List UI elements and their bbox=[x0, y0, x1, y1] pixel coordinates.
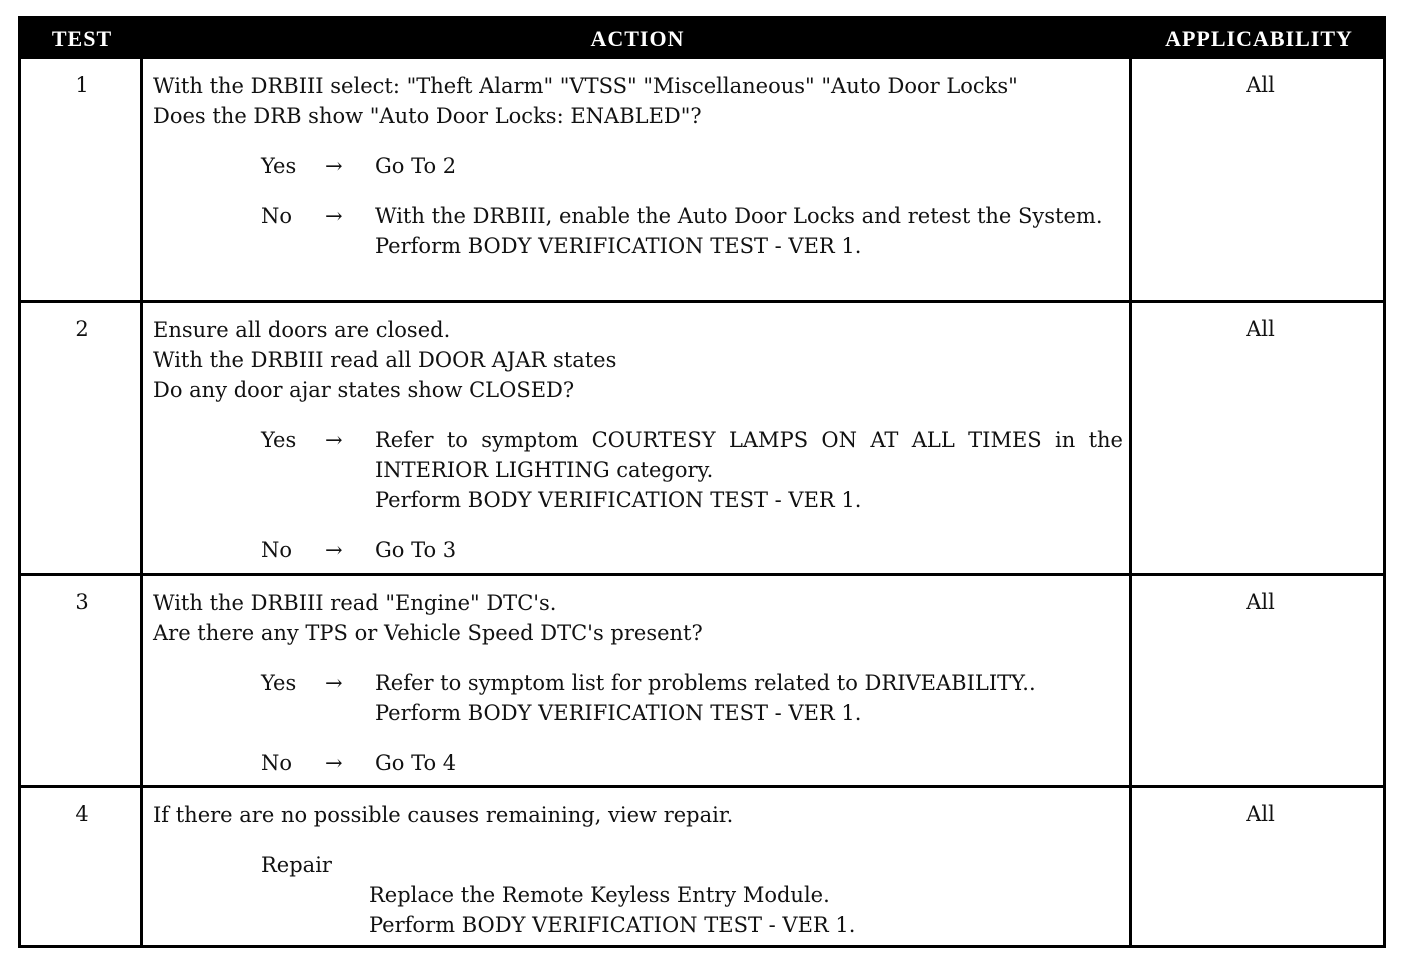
action-cell bbox=[153, 71, 1123, 261]
yes-text: Perform BODY VERIFICATION TEST - VER 1. bbox=[375, 488, 862, 512]
yes-answer bbox=[153, 668, 1123, 728]
arrow-icon: → bbox=[325, 671, 343, 695]
applicability-value: All bbox=[1246, 317, 1275, 341]
action-cell bbox=[153, 800, 1123, 940]
yes-text: Refer to symptom COURTESY LAMPS ON AT ALL TIMES in the INTERIOR LIGHTING category. bbox=[375, 428, 1123, 482]
no-label: No bbox=[261, 204, 293, 228]
table-row bbox=[21, 59, 1383, 303]
action-cell bbox=[153, 588, 1123, 778]
yes-answer bbox=[153, 151, 1123, 181]
question-line: Does the DRB show "Auto Door Locks: ENABLED"? bbox=[153, 104, 702, 128]
yes-text: Perform BODY VERIFICATION TEST - VER 1. bbox=[375, 701, 862, 725]
applicability-value: All bbox=[1246, 590, 1275, 614]
test-number: 2 bbox=[75, 317, 89, 341]
header-test: TEST bbox=[51, 26, 113, 51]
no-label: No bbox=[261, 751, 293, 775]
yes-text: Go To 2 bbox=[375, 154, 457, 178]
no-label: No bbox=[261, 538, 293, 562]
yes-answer bbox=[153, 425, 1123, 515]
test-number: 1 bbox=[75, 73, 89, 97]
arrow-icon: → bbox=[325, 428, 343, 452]
repair-text: Perform BODY VERIFICATION TEST - VER 1. bbox=[369, 913, 856, 937]
applicability-value: All bbox=[1246, 802, 1275, 826]
yes-label: Yes bbox=[261, 428, 297, 452]
no-answer bbox=[153, 748, 1123, 778]
table-row bbox=[21, 785, 1383, 948]
no-text: Go To 4 bbox=[375, 751, 457, 775]
question-line: If there are no possible causes remaining, view repair. bbox=[153, 803, 734, 827]
arrow-icon: → bbox=[325, 751, 343, 775]
question-line: With the DRBIII read "Engine" DTC's. bbox=[153, 591, 557, 615]
arrow-icon: → bbox=[325, 154, 343, 178]
arrow-icon: → bbox=[325, 538, 343, 562]
arrow-icon: → bbox=[325, 204, 343, 228]
no-text: Perform BODY VERIFICATION TEST - VER 1. bbox=[375, 234, 862, 258]
diagnostic-test-table bbox=[18, 16, 1386, 948]
applicability-value: All bbox=[1246, 73, 1275, 97]
test-number: 4 bbox=[75, 802, 89, 826]
question-line: Do any door ajar states show CLOSED? bbox=[153, 378, 575, 402]
repair-label: Repair bbox=[261, 853, 332, 877]
yes-label: Yes bbox=[261, 671, 297, 695]
repair-text: Replace the Remote Keyless Entry Module. bbox=[369, 883, 830, 907]
no-answer bbox=[153, 535, 1123, 565]
no-text: With the DRBIII, enable the Auto Door Locks and retest the System. bbox=[375, 204, 1103, 228]
header-applicability: APPLICABILITY bbox=[1165, 26, 1353, 51]
table-row bbox=[21, 300, 1383, 573]
table-row bbox=[21, 573, 1383, 785]
question-line: Ensure all doors are closed. bbox=[153, 318, 451, 342]
yes-text: Refer to symptom list for problems related to DRIVEABILITY.. bbox=[375, 671, 1036, 695]
yes-label: Yes bbox=[261, 154, 297, 178]
question-line: With the DRBIII read all DOOR AJAR states bbox=[153, 348, 617, 372]
no-answer bbox=[153, 201, 1123, 261]
question-line: Are there any TPS or Vehicle Speed DTC's present? bbox=[153, 621, 703, 645]
action-cell bbox=[153, 315, 1123, 565]
test-number: 3 bbox=[75, 590, 89, 614]
no-text: Go To 3 bbox=[375, 538, 457, 562]
header-action: ACTION bbox=[590, 26, 685, 51]
table-header bbox=[21, 19, 1383, 59]
question-line: With the DRBIII select: "Theft Alarm" "VTSS" "Miscellaneous" "Auto Door Locks" bbox=[153, 74, 1018, 98]
